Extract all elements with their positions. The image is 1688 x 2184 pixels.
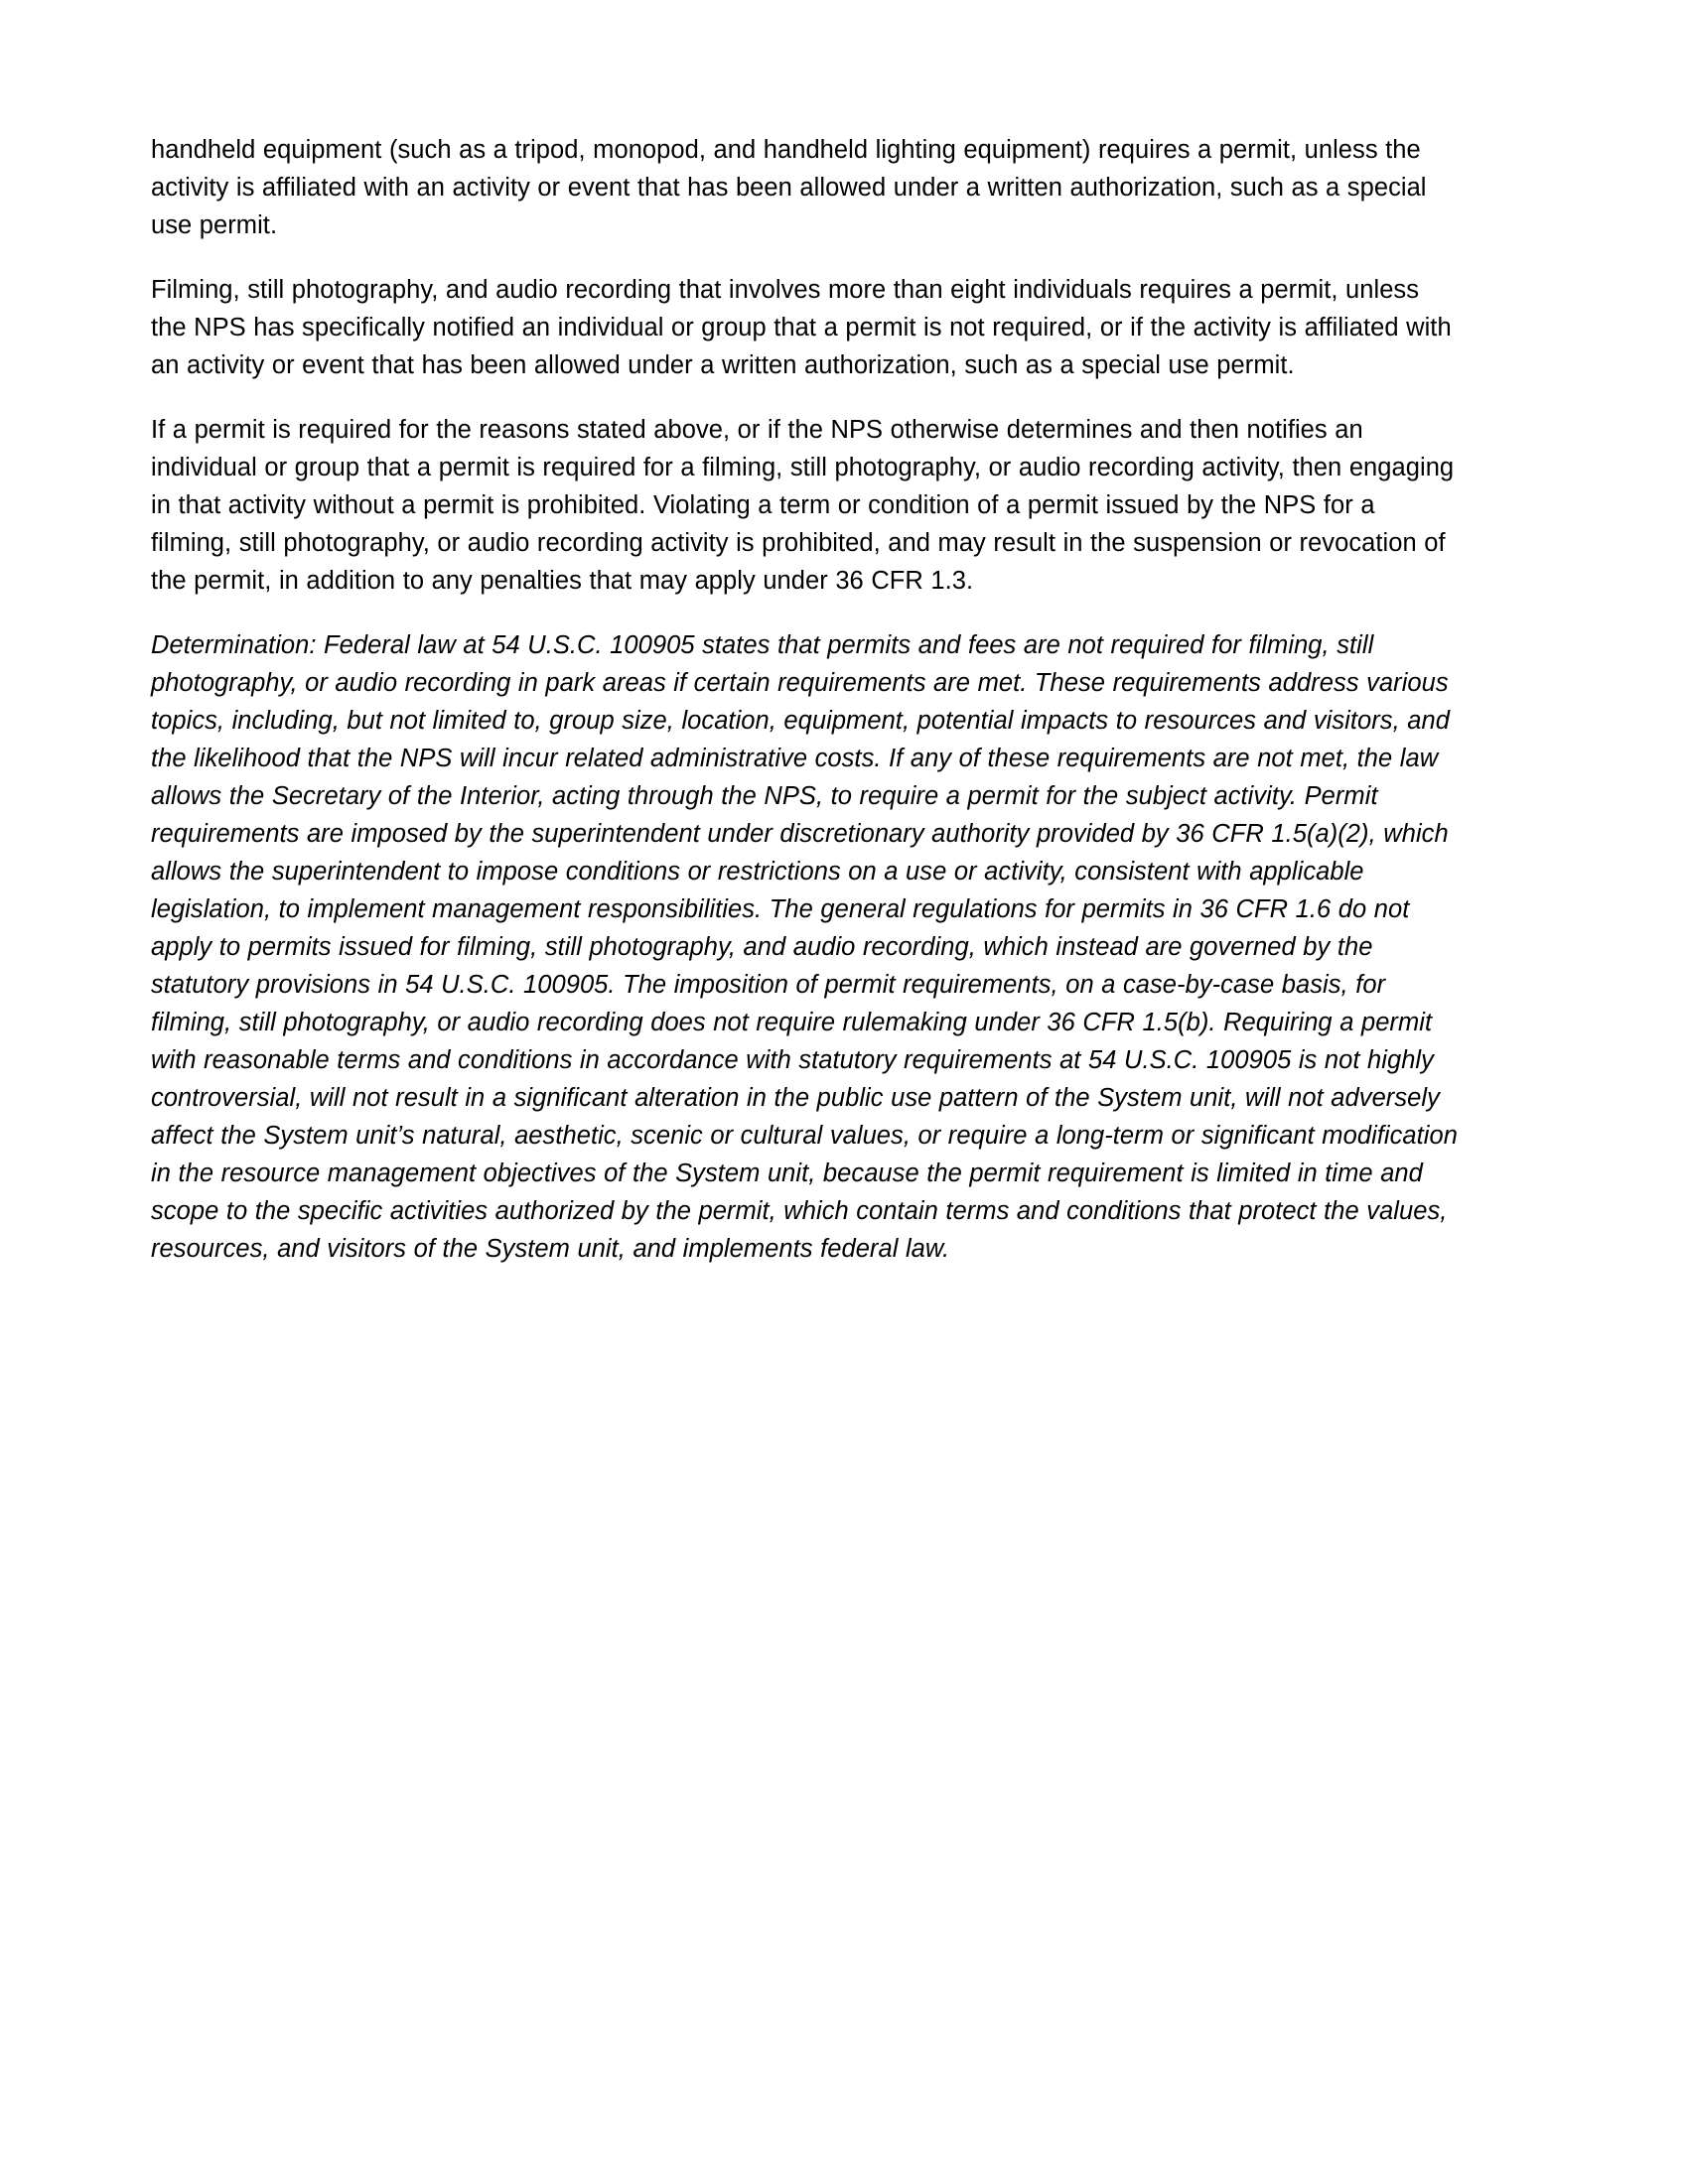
- paragraph-permit-required-prohibited: If a permit is required for the reasons stated above, or if the NPS otherwise determines and then notifies an individual or group that a permit is required for a filming, still photography, or audio recording activity, then engaging in that activity without a permit is prohibited. Violating a term or condition of a permit issued by the NPS for a filming, still photography, or audio recording activity is prohibited, and may result in the suspension or revocation of the permit, in addition to any penalties that may apply under 36 CFR 1.3.: [151, 416, 1455, 595]
- paragraph-filming-eight-individuals: Filming, still photography, and audio recording that involves more than eight individuals requires a permit, unless the NPS has specifically notified an individual or group that a permit is not required, or if the activity is affiliated with an activity or event that has been allowed under a written authorization, such as a special use permit.: [151, 276, 1452, 379]
- document-text-column: [151, 131, 1460, 1268]
- paragraph-determination: Determination: Federal law at 54 U.S.C. 100905 states that permits and fees are not required for filming, still photography, or audio recording in park areas if certain requirements are met. These requirements address various topics, including, but not limited to, group size, location, equipment, potential impacts to resources and visitors, and the likelihood that the NPS will incur related administrative costs. If any of these requirements are not met, the law allows the Secretary of the Interior, acting through the NPS, to require a permit for the subject activity. Permit requirements are imposed by the superintendent under discretionary authority provided by 36 CFR 1.5(a)(2), which allows the superintendent to impose conditions or restrictions on a use or activity, consistent with applicable legislation, to implement management responsibilities. The general regulations for permits in 36 CFR 1.6 do not apply to permits issued for filming, still photography, and audio recording, which instead are governed by the statutory provisions in 54 U.S.C. 100905. The imposition of permit requirements, on a case-by-case basis, for filming, still photography, or audio recording does not require rulemaking under 36 CFR 1.5(b). Requiring a permit with reasonable terms and conditions in accordance with statutory requirements at 54 U.S.C. 100905 is not highly controversial, will not result in a significant alteration in the public use pattern of the System unit, will not adversely affect the System unit’s natural, aesthetic, scenic or cultural values, or require a long-term or significant modification in the resource management objectives of the System unit, because the permit requirement is limited in time and scope to the specific activities authorized by the permit, which contain terms and conditions that protect the values, resources, and visitors of the System unit, and implements federal law.: [151, 631, 1458, 1263]
- paragraph-handheld-equipment: handheld equipment (such as a tripod, monopod, and handheld lighting equipment) requires a permit, unless the activity is affiliated with an activity or event that has been allowed under a written authorization, such as a special use permit.: [151, 136, 1427, 239]
